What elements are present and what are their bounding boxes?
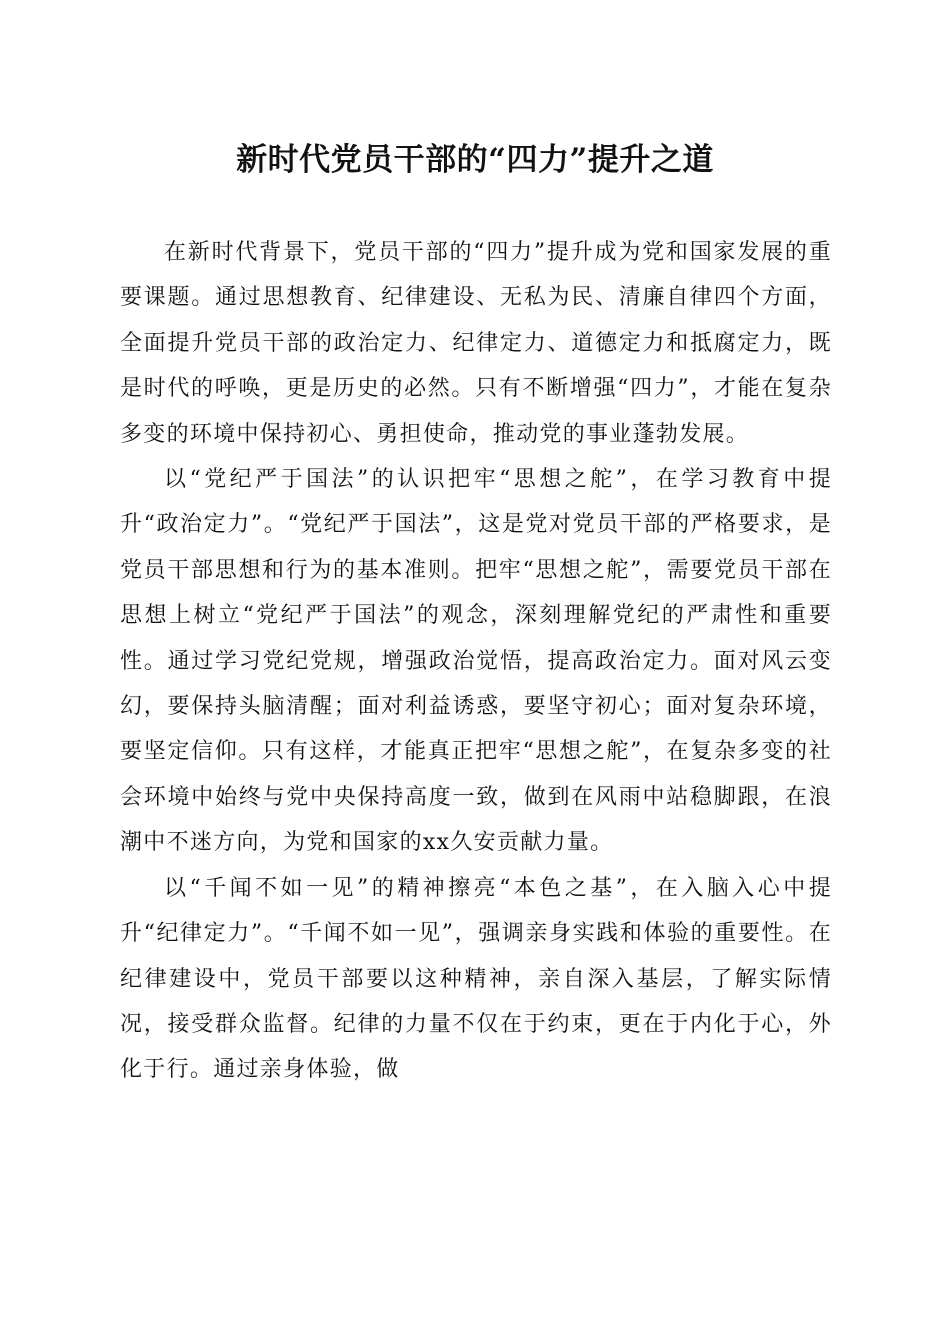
document-body xyxy=(120,230,832,1093)
paragraph-political-stability: 以“党纪严于国法”的认识把牢“思想之舵”，在学习教育中提升“政治定力”。“党纪严于国法”，这是党对党员干部的严格要求，是党员干部思想和行为的基本准则。把牢“思想之舵”，需要党员干部在思想上树立“党纪严于国法”的观念，深刻理解党纪的严肃性和重要性。通过学习党纪党规，增强政治觉悟，提高政治定力。面对风云变幻，要保持头脑清醒；面对利益诱惑，要坚守初心；面对复杂环境，要坚定信仰。只有这样，才能真正把牢“思想之舵”，在复杂多变的社会环境中始终与党中央保持高度一致，做到在风雨中站稳脚跟，在浪潮中不迷方向，为党和国家的xx久安贡献力量。 xyxy=(120,467,832,856)
paragraph-intro: 在新时代背景下，党员干部的“四力”提升成为党和国家发展的重要课题。通过思想教育、纪律建设、无私为民、清廉自律四个方面，全面提升党员干部的政治定力、纪律定力、道德定力和抵腐定力，既是时代的呼唤，更是历史的必然。只有不断增强“四力”，才能在复杂多变的环境中保持初心、勇担使命，推动党的事业蓬勃发展。 xyxy=(120,240,832,447)
document-title: 新时代党员干部的“四力”提升之道 xyxy=(236,142,714,178)
paragraph-discipline-stability: 以“千闻不如一见”的精神擦亮“本色之基”，在入脑入心中提升“纪律定力”。“千闻不如一见”，强调亲身实践和体验的重要性。在纪律建设中，党员干部要以这种精神，亲自深入基层，了解实际情况，接受群众监督。纪律的力量不仅在于约束，更在于内化于心，外化于行。通过亲身体验，做 xyxy=(120,875,832,1083)
